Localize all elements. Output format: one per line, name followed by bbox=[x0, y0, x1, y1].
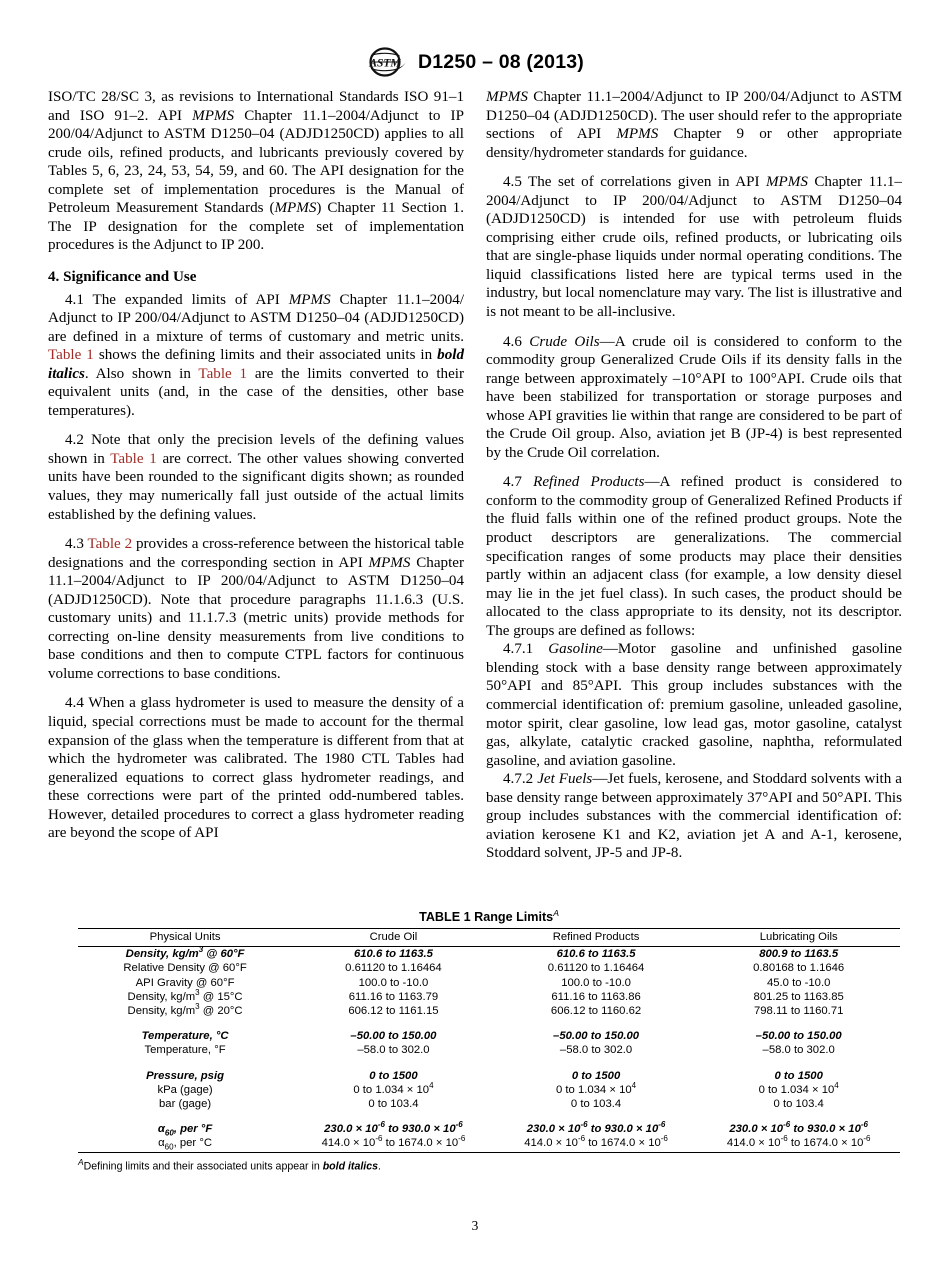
body-columns bbox=[0, 88, 950, 863]
table-cell-physical-unit: Pressure, psig bbox=[146, 1069, 224, 1082]
table-row-spacer bbox=[78, 1111, 900, 1122]
table-cell-lubricating-oils: 0 to $1.034 \times 10^4$ bbox=[758, 1081, 839, 1096]
cross-reference-link[interactable]: Table 1 bbox=[198, 365, 248, 382]
table-1-title-footnote-marker: A bbox=[553, 908, 559, 918]
column-header-physical-units: Physical Units bbox=[78, 929, 292, 947]
table-cell-crude-oil: 611.16 to 1163.79 bbox=[348, 990, 439, 1003]
table-cell-refined-products: 606.12 to 1160.62 bbox=[550, 1005, 642, 1018]
table-row bbox=[78, 1122, 900, 1136]
table-row bbox=[78, 976, 900, 990]
table-1-footnote-marker: A bbox=[78, 1157, 84, 1168]
cross-reference-link[interactable]: Table 1 bbox=[110, 450, 157, 467]
table-row bbox=[78, 1029, 900, 1043]
table-cell-crude-oil: –58.0 to 302.0 bbox=[357, 1044, 430, 1057]
table-cell-physical-unit: $\alpha_{60}$, per °C bbox=[78, 1136, 292, 1153]
table-row bbox=[78, 1004, 900, 1018]
table-row bbox=[78, 1083, 900, 1097]
table-spacer-cell bbox=[78, 1111, 900, 1122]
table-cell-lubricating-oils: –50.00 to 150.00 bbox=[755, 1030, 842, 1043]
right-column bbox=[486, 88, 902, 863]
paragraph-4-2: 4.2 Note that only the precision levels of the defining values shown in Table 1 are correct. The other values showing converted units have been rounded to the significant digits shown; as rounded values, they may numerically fall just outside of the actual limits established by the defining values. bbox=[48, 432, 464, 523]
table-cell-physical-unit: API Gravity @ 60°F bbox=[135, 976, 235, 989]
table-cell-physical-unit: $\alpha_{60}$, per °F bbox=[157, 1123, 213, 1138]
table-cell-crude-oil: 0 to 103.4 bbox=[368, 1097, 419, 1110]
table-cell-physical-unit: Temperature, °C bbox=[141, 1030, 229, 1043]
table-cell-lubricating-oils: 800.9 to 1163.5 bbox=[759, 948, 839, 961]
column-header-crude-oil: Crude Oil bbox=[292, 929, 495, 947]
table-row bbox=[78, 1136, 900, 1153]
paragraph-4-7-1: 4.7.1 Gasoline—Motor gasoline and unfinished gasoline blending stock with a base density range between approximately 50°API and 85°API. This group includes substances with the commercial identification of: premium gasoline, unleaded gasoline, motor spirit, clear gasoline, low lead gas, motor gasoline, catalyst gas, alkylate, catalytic cracked gasoline, naphtha, reformulated gasoline, and aviation gasoline. bbox=[486, 641, 902, 769]
table-row-spacer bbox=[78, 1058, 900, 1069]
table-row-spacer bbox=[78, 1018, 900, 1029]
table-cell-crude-oil: 606.12 to 1161.15 bbox=[348, 1005, 439, 1018]
table-cell-physical-unit: Relative Density @ 60°F bbox=[123, 962, 247, 975]
table-cell-lubricating-oils: 798.11 to 1160.71 bbox=[753, 1005, 844, 1018]
table-cell-lubricating-oils: 0 to 103.4 bbox=[773, 1097, 824, 1110]
svg-text:ASTM: ASTM bbox=[369, 57, 401, 70]
table-cell-lubricating-oils: 801.25 to 1163.85 bbox=[753, 990, 844, 1003]
table-cell-refined-products: $230.0 \times 10^{-6}$ to $930.0 \times 10^{-6}$ bbox=[526, 1120, 666, 1136]
table-cell-refined-products: –50.00 to 150.00 bbox=[553, 1030, 640, 1043]
table-row bbox=[78, 1043, 900, 1057]
paragraph-4-5: 4.5 The set of correlations given in API MPMS Chapter 11.1–2004/Adjunct to IP 200/04/Adjunct to ASTM D1250–04 (ADJD1250CD) is intended for use with petroleum fluids comprising either crude oils, refined products, or lubricating oils that are single-phase liquids under normal operating conditions. The liquid classifications listed here are typical terms used in the industry, but local nomenclature may vary. The list is illustrative and is not meant to be all-inclusive. bbox=[486, 174, 902, 321]
table-cell-crude-oil: 0.61120 to 1.16464 bbox=[345, 962, 442, 975]
table-1-footnote bbox=[78, 1153, 900, 1173]
table-cell-refined-products: 100.0 to -10.0 bbox=[561, 976, 631, 989]
table-row bbox=[78, 1069, 900, 1083]
table-cell-crude-oil: –50.00 to 150.00 bbox=[350, 1030, 437, 1043]
table-cell-crude-oil: 0 to $1.034 \times 10^4$ bbox=[353, 1081, 434, 1096]
table-cell-refined-products: –58.0 to 302.0 bbox=[559, 1044, 633, 1057]
table-cell-crude-oil: $414.0 \times 10^{-6}$ to $1674.0 \times 10^{-6}$ bbox=[292, 1136, 495, 1153]
table-cell-physical-unit: Density, $kg/m^3$ @ 60°F bbox=[125, 945, 245, 961]
table-1-range-limits bbox=[78, 928, 900, 1153]
paragraph-intro-continued: ISO/TC 28/SC 3, as revisions to International Standards ISO 91–1 and ISO 91–2. API MPMS Chapter 11.1–2004/Adjunct to IP 200/04/Adjunct to ASTM D1250–04 (ADJD1250CD) applies to all crude oils, refined products, and lubricants previously covered by Tables 5, 6, 23, 24, 53, 54, 59, and 60. The API designation for the complete set of implementation procedures is the Manual of Petroleum Measurement Standards (MPMS) Chapter 11 Section 1. The IP designation for the complete set of implementation procedures is the Adjunct to IP 200. bbox=[48, 89, 464, 254]
paragraph-4-6: 4.6 Crude Oils—A crude oil is considered to conform to the commodity group Generalized Crude Oils if its density falls in the range between approximately –10°API to 100°API. Crude oils that have been stabilized for transportation or storage purposes and whose API gravities lie within that range are considered to be part of the Crude Oil group. Also, aviation jet B (JP-4) is best represented by the Crude Oil correlation. bbox=[486, 333, 902, 461]
paragraph-4-3: 4.3 Table 2 provides a cross-reference between the historical table designations and the corresponding section in API MPMS Chapter 11.1–2004/Adjunct to IP 200/04/Adjunct to ASTM D1250–04 (ADJD1250CD). Note that procedure paragraphs 11.1.6.3 (U.S. customary units) and 11.1.7.3 (metric units) provide methods for correcting on-line density measurements from live conditions to base conditions and then to compute CTPL factors for continuous volume corrections to base conditions. bbox=[48, 536, 465, 682]
table-cell-refined-products: 0 to $1.034 \times 10^4$ bbox=[555, 1081, 637, 1096]
table-1-footnote-text: Defining limits and their associated units appear in bold italics. bbox=[83, 1160, 381, 1173]
table-cell-refined-products: 611.16 to 1163.86 bbox=[551, 990, 641, 1003]
left-column bbox=[48, 88, 464, 863]
column-header-refined-products: Refined Products bbox=[495, 929, 698, 947]
table-1-title-text: TABLE 1 Range Limits bbox=[419, 910, 554, 925]
table-row bbox=[78, 1097, 900, 1111]
page-header bbox=[0, 0, 950, 80]
table-cell-physical-unit: kPa (gage) bbox=[157, 1083, 213, 1096]
paragraph-4-1: 4.1 The expanded limits of API MPMS Chapter 11.1–2004/ Adjunct to IP 200/04/Adjunct to ASTM D1250–04 (ADJD1250CD) are defined in a mixture of terms of customary and metric units. Table 1 shows the defining limits and their associated units in bold italics. Also shown in Table 1 are the limits converted to their equivalent units (and, in the case of the densities, other base temperatures). bbox=[48, 291, 465, 419]
table-header-row bbox=[78, 929, 900, 947]
paragraph-4-7: 4.7 Refined Products—A refined product is considered to conform to the commodity group of Generalized Refined Products if the fluid falls within one of the refined product groups. Note the product descriptors are generalizations. The commercial specification ranges of some products may place their densities partly within an adjacent class (for example, a low density diesel may lie in the jet fuel class). In such cases, the product should be allocated to the class appropriate to its density, not its descriptor. The groups are defined as follows: bbox=[486, 474, 902, 639]
table-cell-lubricating-oils: $414.0 \times 10^{-6}$ to $1674.0 \times 10^{-6}$ bbox=[697, 1136, 900, 1153]
table-cell-lubricating-oils: 0.80168 to 1.1646 bbox=[753, 962, 845, 975]
paragraph-4-4-continued: MPMS Chapter 11.1–2004/Adjunct to IP 200/04/Adjunct to ASTM D1250–04 (ADJD1250CD). The user should refer to the appropriate sections of API MPMS Chapter 9 or other appropriate density/hydrometer standards for guidance. bbox=[486, 89, 902, 161]
table-cell-lubricating-oils: $230.0 \times 10^{-6}$ to $930.0 \times 10^{-6}$ bbox=[729, 1120, 868, 1136]
table-cell-physical-unit: Density, $kg/m^3$ @ 20°C bbox=[127, 1002, 243, 1018]
table-cell-physical-unit: bar (gage) bbox=[159, 1097, 212, 1110]
table-row bbox=[78, 961, 900, 975]
table-cell-crude-oil: 610.6 to 1163.5 bbox=[353, 948, 433, 961]
section-heading-significance-and-use: 4. Significance and Use bbox=[48, 268, 197, 285]
table-row bbox=[78, 990, 900, 1004]
table-cell-crude-oil: $230.0 \times 10^{-6}$ to $930.0 \times 10^{-6}$ bbox=[324, 1120, 463, 1136]
column-header-lubricating-oils: Lubricating Oils bbox=[697, 929, 900, 947]
document-designation: D1250 – 08 (2013) bbox=[417, 50, 585, 73]
table-cell-crude-oil: 0 to 1500 bbox=[369, 1069, 418, 1082]
table-cell-refined-products: 0.61120 to 1.16464 bbox=[547, 962, 645, 975]
table-cell-lubricating-oils: –58.0 to 302.0 bbox=[762, 1044, 835, 1057]
page-number: 3 bbox=[471, 1218, 479, 1233]
table-1-body bbox=[78, 947, 900, 1153]
table-cell-lubricating-oils: 45.0 to -10.0 bbox=[766, 976, 831, 989]
table-cell-lubricating-oils: 0 to 1500 bbox=[774, 1069, 823, 1082]
table-cell-refined-products: $414.0 \times 10^{-6}$ to $1674.0 \times 10^{-6}$ bbox=[495, 1136, 698, 1153]
table-1-header bbox=[78, 929, 900, 947]
paragraph-4-4: 4.4 When a glass hydrometer is used to measure the density of a liquid, special corrections must be made to account for the thermal expansion of the glass when the temperature is different from that at which the hydrometer was calibrated. The 1980 CTL Tables had generalized equations to correct glass hydrometer readings, and these corrections were part of the printed odd-numbered tables. However, detailed procedures to correct a glass hydrometer reading are beyond the scope of API bbox=[48, 695, 464, 842]
paragraph-4-7-2: 4.7.2 Jet Fuels—Jet fuels, kerosene, and Stoddard solvents with a base density range between approximately 37°API and 50°API. This group includes substances with the commercial identification of: aviation kerosene K1 and K2, aviation jet A and A-1, kerosene, Stoddard solvent, JP-5 and JP-8. bbox=[486, 771, 902, 862]
cross-reference-link[interactable]: Table 2 bbox=[87, 536, 133, 553]
table-row bbox=[78, 947, 900, 962]
table-cell-physical-unit: Density, $kg/m^3$ @ 15°C bbox=[127, 988, 243, 1003]
table-1-title bbox=[78, 908, 900, 928]
table-1-block bbox=[78, 908, 900, 1173]
table-cell-refined-products: 0 to 103.4 bbox=[570, 1097, 622, 1110]
cross-reference-link[interactable]: Table 1 bbox=[48, 347, 94, 364]
table-spacer-cell bbox=[78, 1058, 900, 1069]
table-cell-refined-products: 0 to 1500 bbox=[571, 1069, 621, 1082]
table-cell-refined-products: 610.6 to 1163.5 bbox=[556, 948, 636, 961]
table-cell-physical-unit: Temperature, °F bbox=[144, 1044, 226, 1057]
table-spacer-cell bbox=[78, 1018, 900, 1029]
table-cell-crude-oil: 100.0 to -10.0 bbox=[358, 976, 429, 989]
astm-logo-icon bbox=[366, 47, 408, 77]
